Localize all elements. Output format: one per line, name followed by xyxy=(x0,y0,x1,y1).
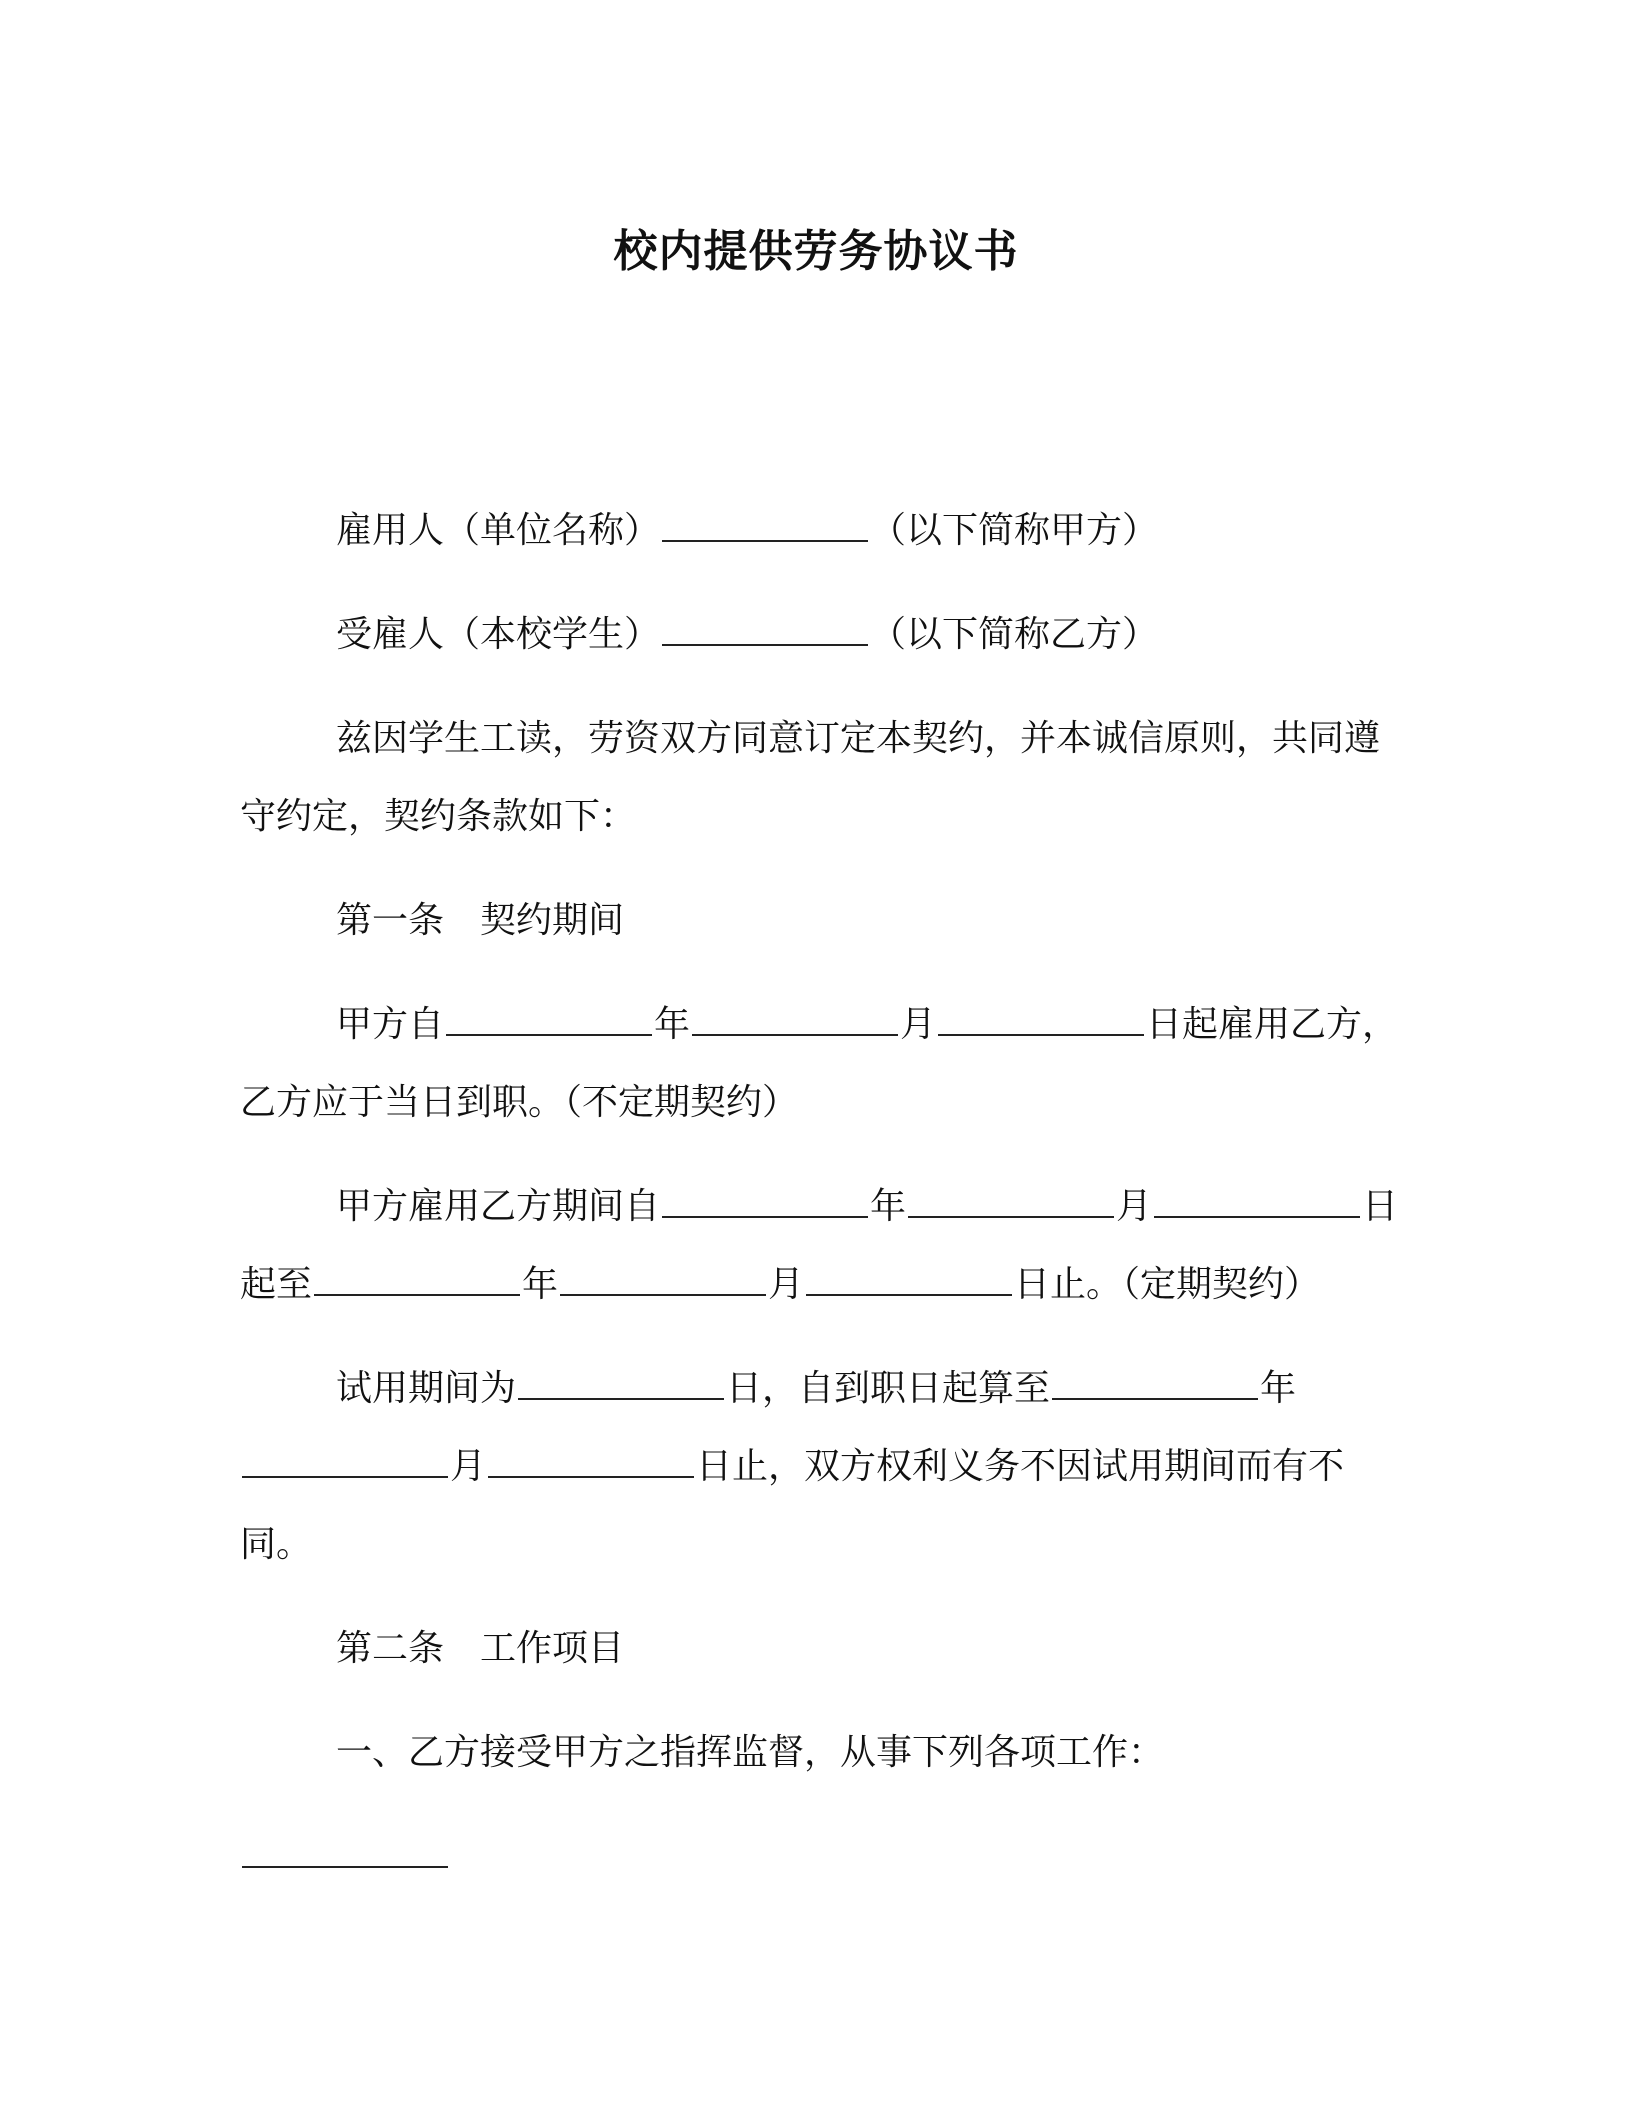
blank-line xyxy=(692,1033,898,1036)
text-segment: 雇用人（单位名称） xyxy=(336,510,661,551)
blank-line xyxy=(242,1865,448,1868)
article-heading-1 xyxy=(240,882,1400,960)
paragraph-fixed-term xyxy=(240,1168,1400,1324)
blank-line xyxy=(314,1293,520,1296)
paragraph-employer xyxy=(240,492,1400,570)
text-segment: 试用期间为 xyxy=(336,1368,517,1409)
paragraph-preamble xyxy=(240,700,1400,856)
blank-line xyxy=(560,1293,766,1296)
text-segment: 年 xyxy=(1260,1368,1297,1409)
text-segment: （以下简称甲方） xyxy=(870,510,1159,551)
blank-line xyxy=(908,1215,1114,1218)
paragraph-employee xyxy=(240,596,1400,674)
paragraph-work-items xyxy=(240,1714,1400,1792)
text-segment: 年 xyxy=(522,1264,559,1305)
blank-line xyxy=(662,643,868,646)
text-segment: 甲方雇用乙方期间自 xyxy=(336,1186,661,1227)
text-segment: 日，自到职日起算至 xyxy=(726,1368,1051,1409)
text-segment: 日止。（定期契约） xyxy=(1014,1264,1321,1305)
text-segment: 一、乙方接受甲方之指挥监督，从事下列各项工作： xyxy=(336,1732,1165,1773)
blank-line xyxy=(1052,1397,1258,1400)
blank-line xyxy=(242,1475,448,1478)
blank-line xyxy=(806,1293,1012,1296)
text-segment: 月 xyxy=(768,1264,805,1305)
text-segment: （以下简称乙方） xyxy=(870,614,1159,655)
paragraph-indefinite-term xyxy=(240,986,1400,1142)
paragraph-probation xyxy=(240,1350,1400,1584)
text-segment: 日起雇用乙方，乙方应于当日到职。（不定期契约） xyxy=(240,1004,1399,1123)
text-segment: 第一条 契约期间 xyxy=(336,900,625,941)
text-segment: 受雇人（本校学生） xyxy=(336,614,661,655)
text-segment: 日起至 xyxy=(240,1186,1399,1305)
text-segment: 年 xyxy=(654,1004,691,1045)
text-segment: 第二条 工作项目 xyxy=(336,1628,625,1669)
text-segment: 月 xyxy=(450,1446,487,1487)
blank-line xyxy=(662,539,868,542)
blank-line xyxy=(488,1475,694,1478)
document-title: 校内提供劳务协议书 xyxy=(613,226,1019,277)
paragraph-work-items-blank xyxy=(240,1818,1400,1896)
text-segment: 月 xyxy=(1116,1186,1153,1227)
text-segment: 年 xyxy=(870,1186,907,1227)
document-body xyxy=(240,492,1400,1896)
text-segment: 兹因学生工读，劳资双方同意订定本契约，并本诚信原则，共同遵守约定，契约条款如下： xyxy=(240,718,1381,837)
blank-line xyxy=(662,1215,868,1218)
text-segment: 日止，双方权利义务不因试用期间而有不同。 xyxy=(240,1446,1345,1565)
text-segment: 月 xyxy=(900,1004,937,1045)
text-segment: 甲方自 xyxy=(336,1004,445,1045)
blank-line xyxy=(938,1033,1144,1036)
article-heading-2 xyxy=(240,1610,1400,1688)
blank-line xyxy=(446,1033,652,1036)
blank-line xyxy=(518,1397,724,1400)
blank-line xyxy=(1154,1215,1360,1218)
